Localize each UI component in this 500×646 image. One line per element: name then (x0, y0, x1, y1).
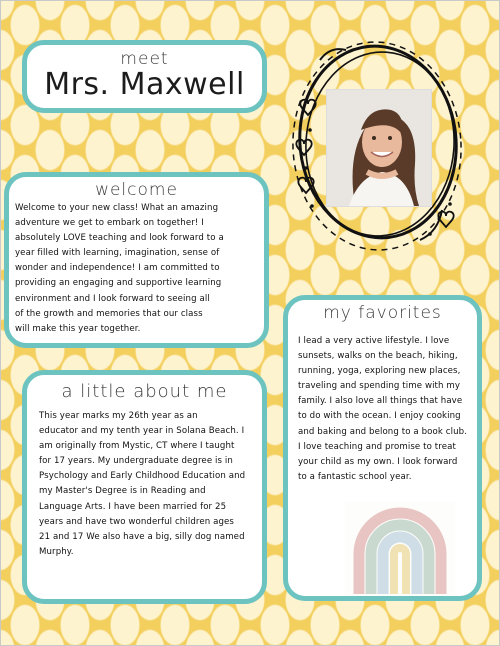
text-line: for 17 years. My undergraduate degree is in (39, 456, 233, 467)
welcome-text (15, 201, 258, 337)
text-line: Language Arts. I have been married for 25 (39, 501, 227, 512)
text-line: to do with the ocean. I enjoy cooking (298, 411, 461, 422)
meet-label: meet (120, 49, 169, 69)
text-line: Welcome to your new class! What an amazing (15, 203, 219, 213)
text-line: years and have two wonderful children ages (39, 516, 234, 527)
text-line: 21 and 17 We also have a big, silly dog named (39, 531, 245, 542)
teacher-name: Mrs. Maxwell (44, 67, 245, 102)
text-line: to a fantastic school year. (298, 471, 412, 482)
text-line: Murphy. (39, 546, 74, 557)
favorites-card (283, 295, 482, 601)
text-line: am originally from Mystic, CT where I taught (39, 441, 235, 452)
text-line: of the growth and memories that our class (15, 308, 203, 319)
text-line: year filled with learning, imagination, sense of (15, 248, 220, 259)
about-card (22, 370, 267, 604)
favorites-heading: my favorites (323, 303, 442, 323)
text-line: adventure we get to embark on together! I (15, 218, 204, 229)
rainbow-image (345, 502, 455, 598)
text-line: I love teaching and promise to treat (298, 441, 456, 452)
text-line: educator and my tenth year in Solana Beach. I (39, 426, 245, 437)
welcome-card (4, 172, 269, 348)
text-line: running, yoga, exploring new places, (298, 366, 461, 377)
text-line: wonder and independence! I am committed to (15, 263, 220, 274)
teacher-photo (326, 89, 432, 207)
text-line: absolutely LOVE teaching and look forward to a (15, 233, 224, 244)
text-line: will make this year together. (15, 323, 141, 334)
text-line: traveling and spending time with my (298, 381, 461, 392)
text-line: environment and I look forward to seeing all (15, 293, 210, 304)
about-heading: a little about me (61, 381, 228, 402)
text-line: Psychology and Early Childhood Education and (39, 471, 246, 482)
text-line: sunsets, walks on the beach, hiking, (298, 351, 458, 362)
about-text (39, 409, 252, 560)
text-line: and baking and belong to a book club. (298, 426, 468, 437)
text-line: This year marks my 26th year as an (39, 411, 198, 421)
welcome-heading: welcome (95, 180, 178, 200)
text-line: I lead a very active lifestyle. I love (298, 336, 450, 346)
text-line: family. I also love all things that have (298, 396, 463, 407)
text-line: providing an engaging and supportive learning (15, 278, 222, 289)
text-line: your child as my own. I look forward (298, 456, 458, 467)
text-line: my Master's Degree is in Reading and (39, 486, 206, 497)
meet-card (22, 40, 267, 113)
favorites-text (298, 334, 469, 485)
